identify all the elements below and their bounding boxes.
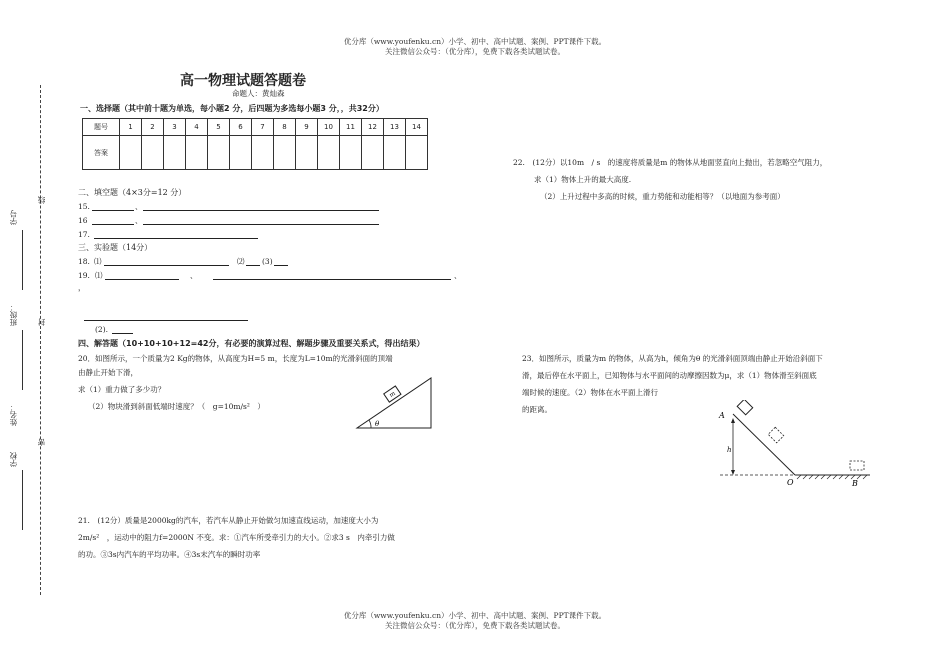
q19-blank-2[interactable] [213, 279, 451, 280]
table-num-9: 9 [296, 119, 318, 136]
q15-blank-2[interactable] [143, 210, 379, 211]
theta-arc [369, 420, 371, 428]
answer-cell[interactable] [384, 136, 406, 170]
answer-cell[interactable] [318, 136, 340, 170]
answer-cell[interactable] [230, 136, 252, 170]
side-xuehao: 学号 [9, 210, 18, 225]
author: 命题人：黄灿森 [232, 89, 285, 98]
footer-ad-line1: 优分库（www.youfenku.cn）小学、初中、高中试题、案例、PPT课件下载。 [343, 611, 607, 620]
q18-blank-1[interactable] [104, 265, 229, 266]
q21-line1: 21. (12分）质量是2000kg的汽车，若汽车从静止开始做匀加速直线运动，加速度大小为 [78, 516, 379, 525]
side-mi: 密 [37, 438, 46, 446]
height-arrow-bottom [731, 470, 735, 475]
label-a: A [719, 411, 725, 420]
table-num-5: 5 [208, 119, 230, 136]
answer-cell[interactable] [296, 136, 318, 170]
table-num-1: 1 [120, 119, 142, 136]
q15-blank-1[interactable] [92, 210, 134, 211]
q16-label: 16 [78, 216, 88, 225]
theta-label: θ [375, 420, 380, 428]
answer-table [82, 118, 428, 170]
answer-cell[interactable] [186, 136, 208, 170]
q16-blank-2[interactable] [143, 224, 379, 225]
table-num-2: 2 [142, 119, 164, 136]
side-line-2 [22, 330, 23, 390]
incline-figure [355, 375, 435, 431]
q19-blank-3[interactable] [84, 320, 248, 321]
q21-line2: 2m/s² ，运动中的阻力f=2000N 不变。求：①汽车所受牵引力的大小。②求3 s 内牵引力做 [78, 533, 395, 542]
table-head-number: 题号 [83, 119, 120, 136]
block-b [850, 461, 864, 470]
answer-cell[interactable] [120, 136, 142, 170]
q16-blank-1[interactable] [92, 224, 134, 225]
q19-sep: 、 [190, 271, 198, 280]
table-num-12: 12 [362, 119, 384, 136]
q21-line3: 的功。③3s内汽车的平均功率。④3s末汽车的瞬时功率 [78, 550, 261, 559]
header-ad-line2: 关注微信公众号：（优分库），免费下载各类试题试卷。 [385, 47, 565, 56]
q18-blank-2[interactable] [246, 265, 260, 266]
binding-dotted-line [40, 85, 41, 595]
header-ad [0, 37, 950, 57]
incline-triangle [357, 378, 431, 428]
section-2-heading: 二、填空题（4×3分=12 分） [78, 188, 187, 197]
q23-line4: 的距离。 [522, 405, 552, 414]
side-xian: 线 [37, 196, 46, 204]
table-num-7: 7 [252, 119, 274, 136]
label-h: h [727, 446, 732, 454]
q18-label: 18. [78, 257, 90, 266]
answer-cell[interactable] [340, 136, 362, 170]
q23-line2: 滑，最后停在水平面上，已知物体与水平面间的动摩擦因数为μ，求（1）物体滑至斜面底 [522, 371, 817, 380]
q19-blank-4[interactable] [112, 333, 133, 334]
q15-label: 15. [78, 202, 90, 211]
q20-line3: 求（1）重力做了多少功？ [78, 385, 166, 394]
side-line-3 [22, 470, 23, 530]
q19-mark-1: ⑴ [95, 271, 103, 280]
side-banji: 班级： [9, 303, 18, 326]
table-num-10: 10 [318, 119, 340, 136]
q22-line3: （2）上升过程中多高的时候，重力势能和动能相等？（以地面为参考面） [540, 192, 785, 201]
section-4-heading: 四、解答题（10+10+10+12=42分，有必要的演算过程、解题步骤及重要关系式，得出结果） [78, 339, 425, 348]
q22-line1: 22. (12分）以10m / s 的速度将质量是m 的物体从地面竖直向上抛出，若忽略空气阻力， [513, 158, 828, 167]
side-line-1 [22, 230, 23, 290]
page-title: 高一物理试题答题卷 [180, 73, 306, 89]
q17-label: 17. [78, 230, 90, 239]
q19-mark-2: (2). [95, 325, 109, 334]
table-num-8: 8 [274, 119, 296, 136]
table-num-11: 11 [340, 119, 362, 136]
answer-cell[interactable] [274, 136, 296, 170]
answer-cell[interactable] [208, 136, 230, 170]
q20-line2: 由静止开始下滑， [78, 368, 138, 377]
footer-ad [0, 611, 950, 631]
block-m-label: m [388, 390, 397, 400]
footer-ad-line2: 关注微信公众号：（优分库），免费下载各类试题试卷。 [385, 621, 565, 630]
q20-line4: （2）物块滑到斜面低端时速度？（ g=10m/s² ） [88, 402, 265, 411]
q22-line2: 求（1）物体上升的最大高度. [534, 175, 632, 184]
q18-mark-1: ⑴ [94, 257, 102, 266]
header-ad-line1: 优分库（www.youfenku.cn）小学、初中、高中试题、案例、PPT课件下载。 [343, 37, 607, 46]
answer-cell[interactable] [406, 136, 428, 170]
table-head-answer: 答案 [83, 136, 120, 170]
section-1-heading: 一、选择题（其中前十题为单选，每小题2 分，后四题为多选每小题3 分，，共32分） [80, 104, 384, 113]
answer-cell[interactable] [252, 136, 274, 170]
block-a [737, 400, 753, 415]
q19-comma: ， [78, 283, 86, 292]
table-num-14: 14 [406, 119, 428, 136]
label-o: O [787, 478, 794, 487]
q18-mark-2: ⑵ [237, 257, 245, 266]
q23-line3: 端时候的速度。（2）物体在水平面上滑行 [522, 388, 659, 397]
block-mid [768, 427, 784, 443]
side-feng: 封 [37, 318, 46, 326]
q19-label: 19. [78, 271, 90, 280]
height-arrow-top [731, 418, 735, 423]
table-num-4: 4 [186, 119, 208, 136]
slope-line [733, 414, 795, 475]
q20-line1: 20．如图所示，一个质量为2 Kg的物体，从高度为H=5 m，长度为L=10m的光滑斜面的顶端 [78, 354, 393, 363]
q19-blank-1[interactable] [105, 279, 179, 280]
answer-cell[interactable] [164, 136, 186, 170]
q15-sep: 、 [135, 202, 143, 211]
q17-blank[interactable] [94, 238, 258, 239]
q18-blank-3[interactable] [274, 265, 288, 266]
slope-figure [715, 400, 875, 490]
q18-mark-3: (3) [262, 257, 273, 266]
section-3-heading: 三、实验题（14分） [78, 243, 153, 252]
table-num-6: 6 [230, 119, 252, 136]
q23-line1: 23．如图所示，质量为m 的物体，从高为h，倾角为θ 的光滑斜面顶端由静止开始沿斜面下 [522, 354, 823, 363]
label-b: B [852, 479, 858, 488]
side-xingming: 姓名： [9, 403, 18, 426]
answer-cell[interactable] [142, 136, 164, 170]
answer-cell[interactable] [362, 136, 384, 170]
q19-sep-end: 、 [454, 271, 462, 280]
table-num-13: 13 [384, 119, 406, 136]
q16-sep: 、 [135, 216, 143, 225]
table-num-3: 3 [164, 119, 186, 136]
side-xuexiao: 学校 [9, 452, 18, 467]
